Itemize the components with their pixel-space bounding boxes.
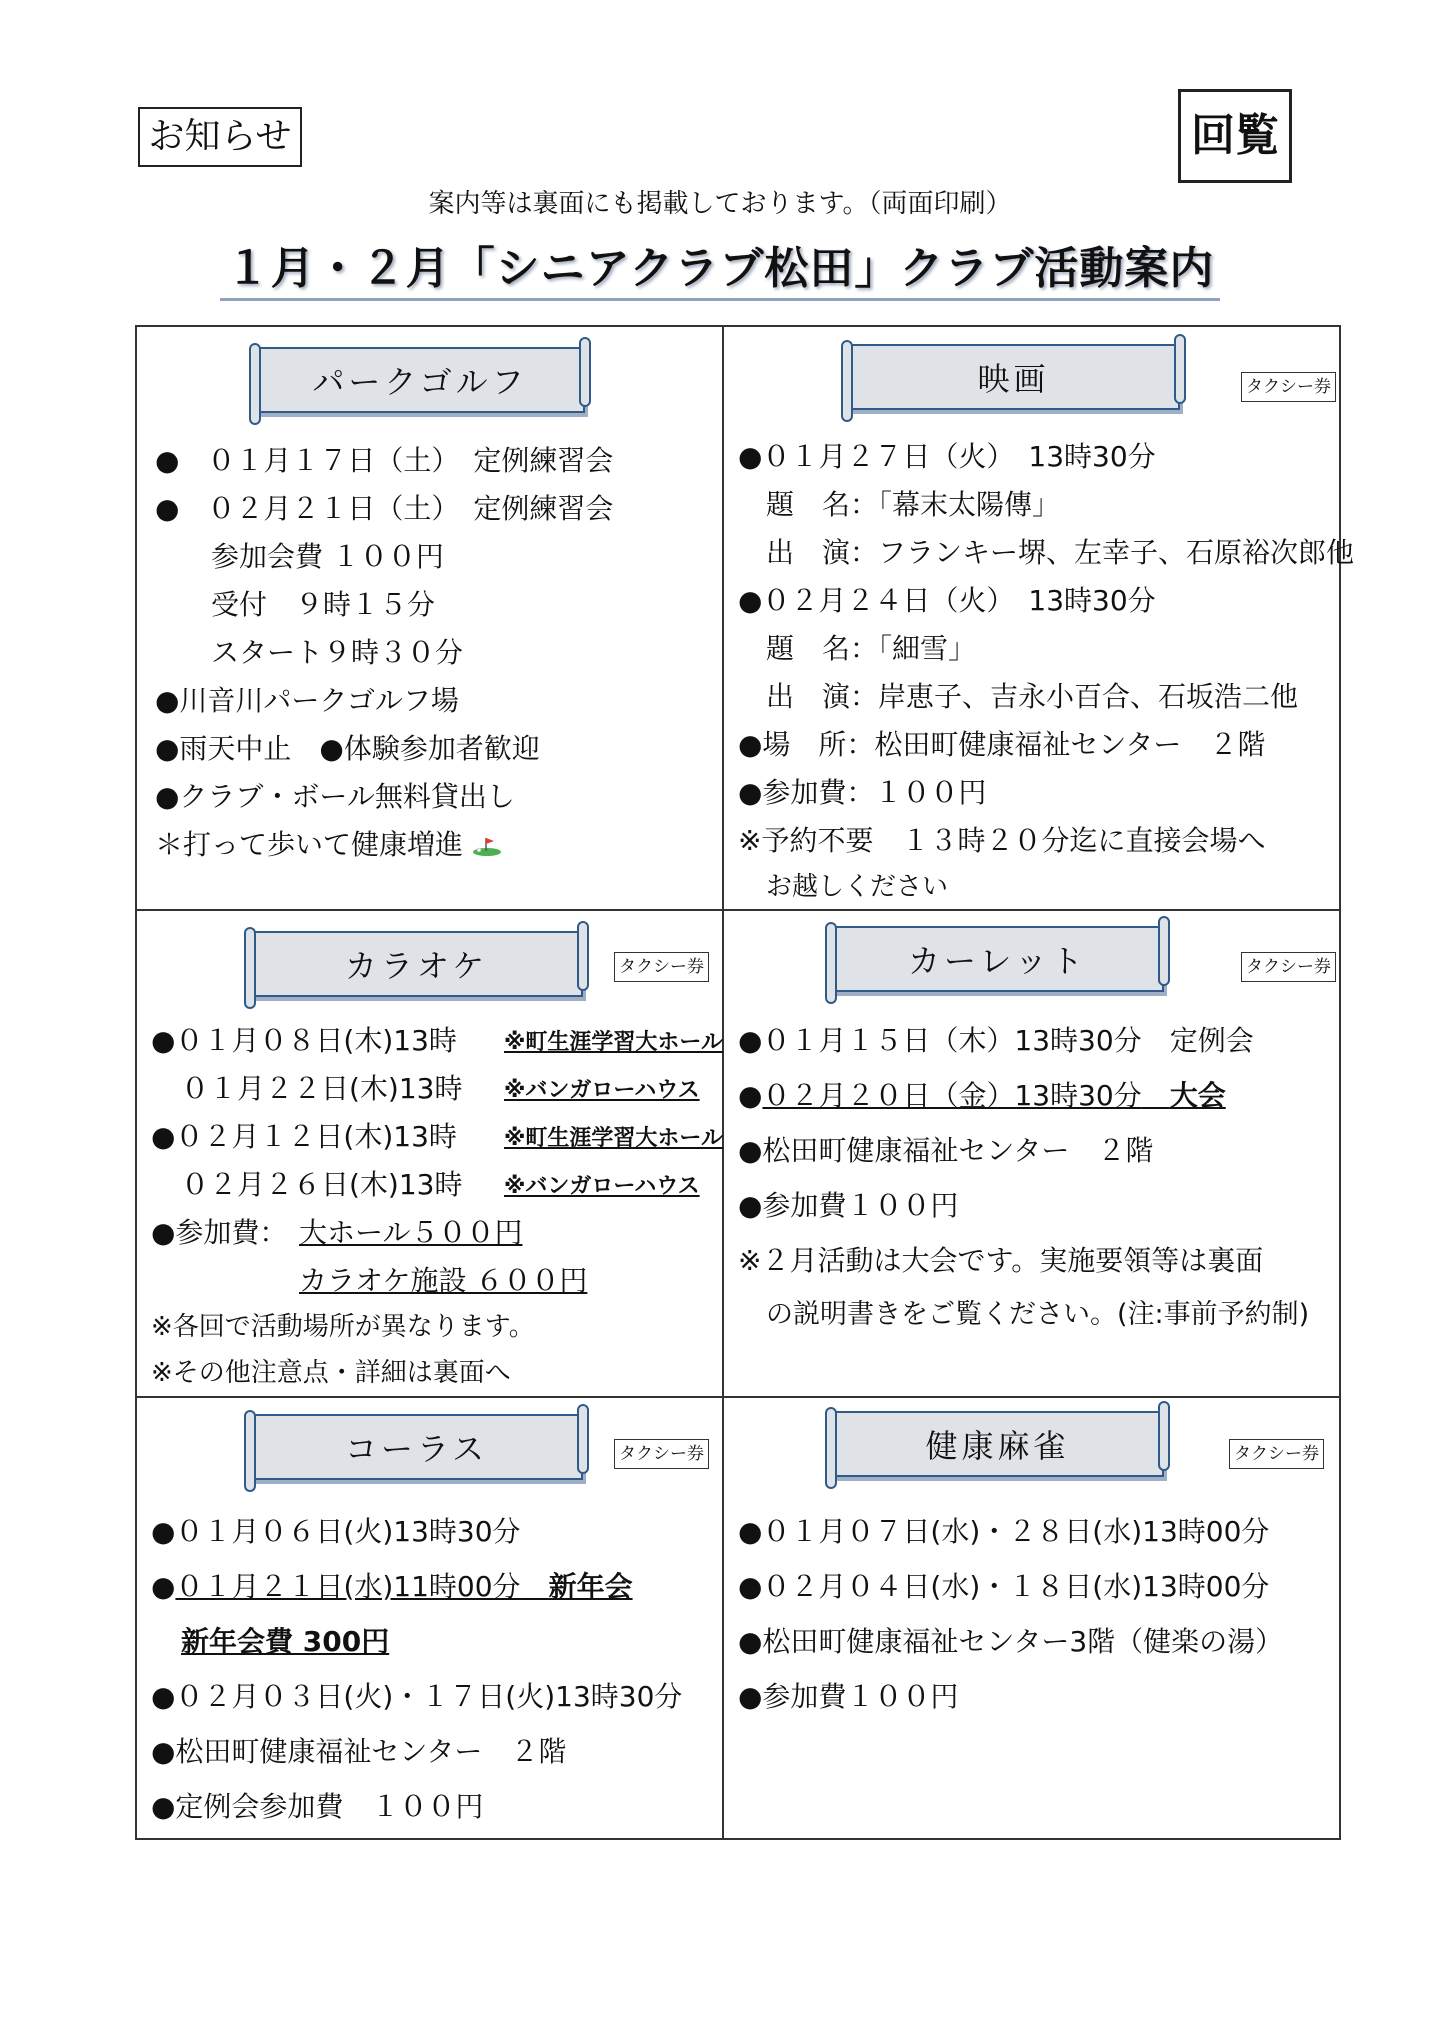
movie-line-8: ●参加費：１００円 [738,776,987,809]
karaoke-date-2: ０１月２２日(木)13時 [181,1072,463,1105]
curlet-line-2-tag: 大会 [1169,1079,1226,1112]
park-golf-title: パークゴルフ [255,347,585,413]
curlet-section [724,911,1341,1396]
chorus-line-2-date: ０１月２１日(水)11時00分 [175,1570,521,1603]
mahjong-title: 健康麻雀 [831,1411,1164,1477]
curlet-line-4: ●参加費１００円 [738,1189,959,1222]
page-title [0,232,1440,296]
mahjong-line-1: ●０１月０７日(水)・２８日(水)13時00分 [738,1515,1270,1548]
page-title-text: １月・２月「シニアクラブ松田」クラブ活動案内 [220,243,1221,301]
chorus-line-3: 新年会費 300円 [181,1625,390,1658]
circulate-label: 回覧 [1178,89,1292,183]
karaoke-place-1: ※町生涯学習大ホール [504,1030,723,1055]
movie-line-4: ●０２月２４日（火） 13時30分 [738,584,1156,617]
mahjong-line-4: ●参加費１００円 [738,1680,959,1713]
chorus-line-2 [151,1570,633,1604]
park-golf-line-8: ●クラブ・ボール無料貸出し [155,780,515,813]
karaoke-section [137,911,722,1396]
golf-flag-icon [472,836,502,856]
chorus-line-6: ●定例会参加費 １００円 [151,1790,484,1823]
karaoke-date-1: ●０１月０８日(木)13時 [151,1024,457,1057]
curlet-note-2: の説明書きをご覧ください。(注:事前予約制) [766,1299,1310,1330]
movie-line-7: ●場 所：松田町健康福祉センター ２階 [738,728,1266,761]
karaoke-place-3: ※町生涯学習大ホール [504,1126,723,1151]
curlet-line-1: ●０１月１５日（木）13時30分 定例会 [738,1024,1254,1057]
activity-grid [135,325,1355,1840]
chorus-line-4: ●０２月０３日(火)・１７日(火)13時30分 [151,1680,683,1713]
park-golf-line-3: 参加会費 １００円 [211,540,444,573]
chorus-line-1: ●０１月０６日(火)13時30分 [151,1515,521,1548]
park-golf-line-9 [155,828,502,862]
karaoke-date-4: ０２月２６日(木)13時 [181,1168,463,1201]
karaoke-note-1: ※各回で活動場所が異なります。 [151,1312,535,1342]
karaoke-date-3: ●０２月１２日(木)13時 [151,1120,457,1153]
karaoke-fee-facility: カラオケ施設 ６００円 [299,1264,588,1297]
movie-line-9: ※予約不要 １３時２０分迄に直接会場へ [738,824,1266,857]
park-golf-line-5: スタート９時３０分 [211,636,464,669]
park-golf-line-6: ●川音川パークゴルフ場 [155,684,459,717]
karaoke-title: カラオケ [250,931,583,997]
curlet-line-2-date: ０２月２０日（金）13時30分 [762,1079,1142,1112]
mahjong-line-3: ●松田町健康福祉センター3階（健楽の湯） [738,1625,1284,1658]
movie-line-1: ●０１月２７日（火） 13時30分 [738,440,1156,473]
chorus-line-5: ●松田町健康福祉センター ２階 [151,1735,567,1768]
karaoke-fee-hall: 大ホール５００円 [299,1216,523,1249]
karaoke-fee-label: ●参加費： [151,1216,288,1249]
park-golf-line-9-text: ＊打って歩いて健康増進 [155,828,464,861]
curlet-line-3: ●松田町健康福祉センター ２階 [738,1134,1154,1167]
taxi-ticket-badge: タクシー券 [614,1439,709,1469]
chorus-line-2-bullet: ● [151,1570,176,1603]
curlet-line-2 [738,1079,1226,1113]
park-golf-line-2: ● ０２月２１日（土） 定例練習会 [155,492,614,525]
taxi-ticket-badge: タクシー券 [1241,952,1336,982]
movie-line-2: 題 名：「幕末太陽傳」 [766,488,1061,521]
movie-line-6: 出 演：岸恵子、吉永小百合、石坂浩二他 [766,680,1299,713]
movie-section [724,327,1355,909]
park-golf-section [137,327,722,909]
taxi-ticket-badge: タクシー券 [614,952,709,982]
park-golf-line-1: ● ０１月１７日（土） 定例練習会 [155,444,614,477]
taxi-ticket-badge: タクシー券 [1229,1439,1324,1469]
movie-line-5: 題 名：「細雪」 [766,632,977,665]
movie-line-10: お越しください [766,872,949,902]
park-golf-line-7: ●雨天中止 ●体験参加者歓迎 [155,732,540,765]
chorus-line-2-tag: 新年会 [548,1570,633,1603]
chorus-section [137,1398,722,1840]
curlet-line-2-bullet: ● [738,1079,763,1112]
movie-line-3: 出 演：フランキー堺、左幸子、石原裕次郎他 [766,536,1355,569]
chorus-title: コーラス [250,1414,583,1480]
movie-title: 映画 [847,344,1180,410]
karaoke-place-2: ※バンガローハウス [504,1078,700,1103]
taxi-ticket-badge: タクシー券 [1241,372,1336,402]
curlet-title: カーレット [831,926,1164,992]
double-sided-note: 案内等は裏面にも掲載しております。（両面印刷） [428,189,1012,219]
karaoke-note-2: ※その他注意点・詳細は裏面へ [151,1358,511,1388]
karaoke-place-4: ※バンガローハウス [504,1174,700,1199]
mahjong-section [724,1398,1341,1840]
park-golf-line-4: 受付 ９時１５分 [211,588,436,621]
notice-label: お知らせ [138,107,302,167]
curlet-note-1: ※２月活動は大会です。実施要領等は裏面 [738,1244,1264,1277]
mahjong-line-2: ●０２月０４日(水)・１８日(水)13時00分 [738,1570,1270,1603]
